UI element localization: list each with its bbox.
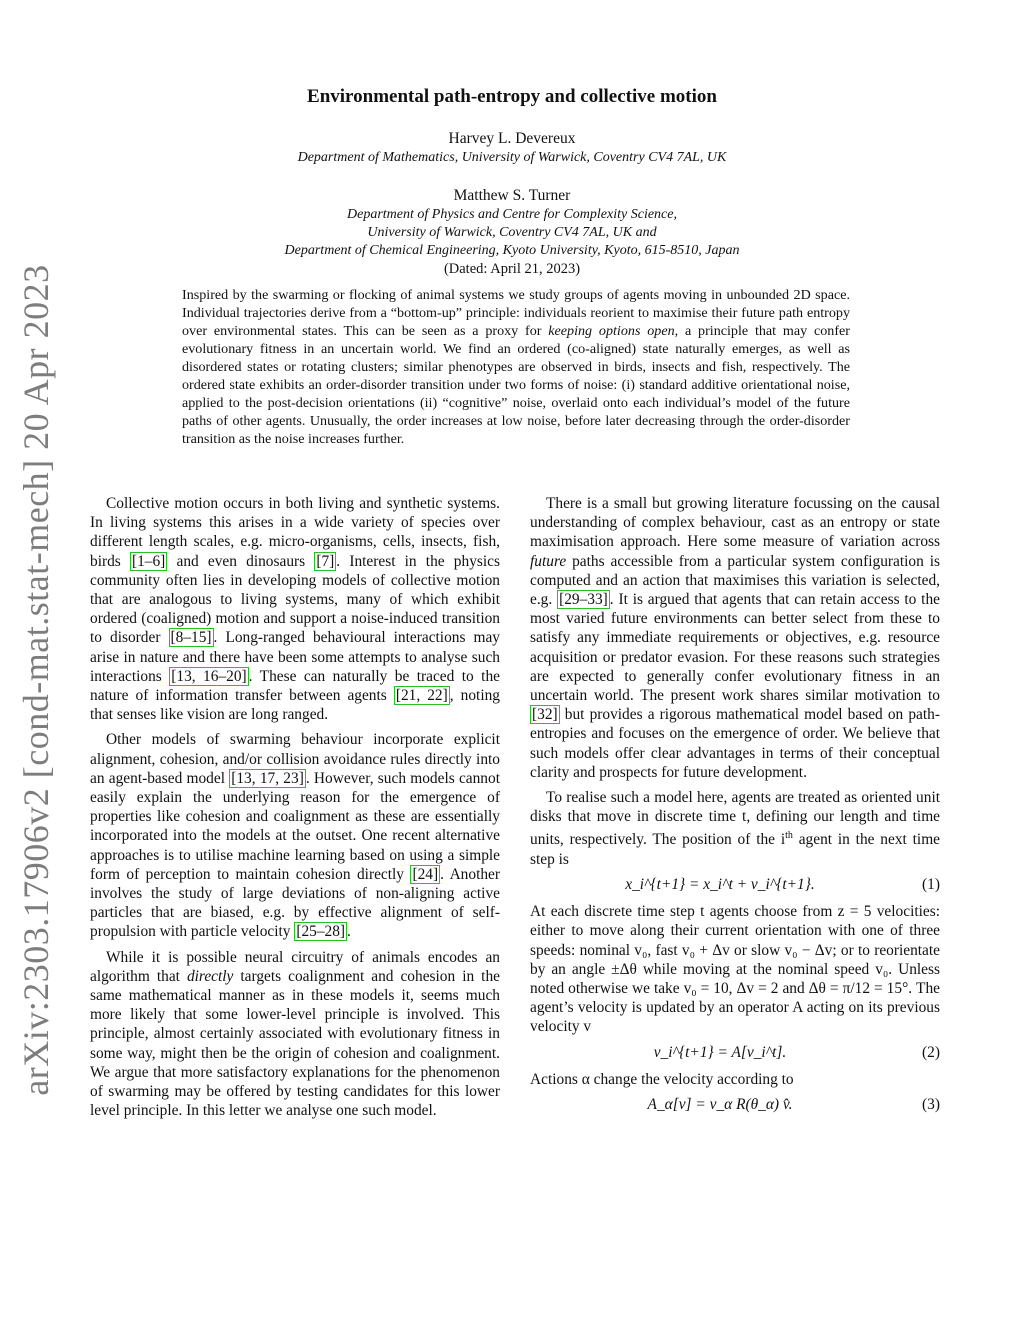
abstract-text-2: , a principle that may confer evolutionary fitness in an uncertain world. We find an ordered (co-aligned) state naturally emerges, as well as disordered states or rotating clusters; similar phenotypes are observed in birds, insects and fish, respectively. The ordered state exhibits an order-disorder transition under two forms of noise: (i) standard additive orientational noise, applied to the post-decision orientations (ii) “cognitive” noise, overlaid onto each individual’s model of the future paths of other agents. Unusually, the order increases at low noise, before later decreasing through the order-disorder transition as the noise increases further. bbox=[182, 323, 850, 447]
equation-3-number: (3) bbox=[922, 1096, 940, 1114]
right-paragraph-2: To realise such a model here, agents are treated as oriented unit disks that move in discrete time t, defining our length and time units, respectively. The position of the $i^{th}$ agent in the next time step is bbox=[530, 789, 940, 868]
affiliation-2c: Department of Chemical Engineering, Kyoto University, Kyoto, 615-8510, Japan bbox=[284, 243, 740, 258]
citation-link[interactable]: [29–33] bbox=[559, 591, 608, 609]
citation-link[interactable]: [1–6] bbox=[131, 552, 166, 570]
right-paragraph-4: Actions α change the velocity according to bbox=[530, 1070, 794, 1088]
citation-link[interactable]: [8–15] bbox=[170, 629, 212, 647]
date-line: (Dated: April 21, 2023) bbox=[443, 261, 581, 277]
abstract-emphasis: keeping options open bbox=[548, 323, 675, 339]
equation-3 bbox=[530, 1095, 940, 1114]
citation-link[interactable]: [25–28] bbox=[296, 923, 346, 941]
citation-link[interactable]: [24] bbox=[412, 865, 439, 883]
author-2: Matthew S. Turner bbox=[453, 187, 571, 204]
arxiv-id-text: arXiv:2303.17906v2 [cond-mat.stat-mech] 20 Apr 2023 bbox=[16, 264, 56, 1096]
abstract-text-1: Inspired by the swarming or flocking of animal systems we study groups of agents moving in unbounded 2D space. Individual trajectories derive from a “bottom-up” principle: individuals reorient to maximise their future path entropy over environmental states. This can be seen as a proxy for bbox=[182, 287, 850, 339]
paper-title: Environmental path-entropy and collective motion bbox=[307, 86, 717, 107]
author-1: Harvey L. Devereux bbox=[448, 130, 576, 147]
left-paragraph-1: Collective motion occurs in both living and synthetic systems. In living systems this arises in a wide variety of species over different length scales, e.g. micro-organisms, cells, insects, fish, birds [1–6] and even dinosaurs [7] . Interest in the physics community often lies in developing models of collective motion that are analogous to living systems, many of which exhibit ordered (coaligned) motion and support a noise-induced transition to disorder [8–15] . Long-ranged behavioural interactions may arise in nature and there have been some attempts to analyse such interactions [13, 16–20] . These can naturally be traced to the nature of information transfer between agents [21, 22] , noting that senses like vision are long ranged. bbox=[90, 495, 500, 724]
citation-link[interactable]: [7] bbox=[316, 552, 335, 570]
equation-3-expression: A_α[v] = v_α R(θ_α) v̂. bbox=[647, 1096, 793, 1114]
citation-link[interactable]: [21, 22] bbox=[395, 687, 448, 705]
left-paragraph-3: While it is possible neural circuitry of animals encodes an algorithm that directly targets coalignment and cohesion in the same mathematical manner as in these models it, seems much more likely that some lower-level principle is involved. This principle, almost certainly associated with evolutionary fitness in some way, might then be the origin of cohesion and coalignment. We argue that more satisfactory explanations for the phenomenon of swarming may be offered by testing candidates for this lower level principle. In this letter we analyse one such model. bbox=[90, 948, 500, 1120]
equation-2 bbox=[530, 1043, 940, 1062]
citation-link[interactable]: [13, 16–20] bbox=[171, 667, 247, 685]
abstract bbox=[182, 286, 850, 448]
affiliation-2b: University of Warwick, Coventry CV4 7AL, UK and bbox=[367, 225, 657, 240]
equation-1-expression: x_i^{t+1} = x_i^t + v_i^{t+1}. bbox=[625, 875, 815, 893]
citation-link[interactable]: [13, 17, 23] bbox=[231, 769, 304, 787]
equation-2-number: (2) bbox=[922, 1043, 940, 1061]
equation-2-expression: v_i^{t+1} = A[v_i^t]. bbox=[653, 1043, 787, 1061]
left-column bbox=[90, 494, 500, 1127]
equation-1-number: (1) bbox=[922, 875, 940, 893]
right-column bbox=[530, 494, 940, 1122]
right-paragraph-3: At each discrete time step t agents choose from z = 5 velocities: either to move along their current orientation with one of three speeds: nominal v₀, fast v₀ + Δv or slow v₀ − Δv; or to reorientate by an angle ±Δθ while moving at the nominal speed v₀. Unless noted otherwise we take v₀ = 10, Δv = 2 and Δθ = π/12 = 15°. The agent’s velocity is updated by an operator A acting on its previous velocity v bbox=[530, 903, 940, 1036]
arxiv-identifier-stamp bbox=[8, 264, 64, 1096]
left-paragraph-2: Other models of swarming behaviour incorporate explicit alignment, cohesion, and/or collision avoidance rules directly into an agent-based model [13, 17, 23] . However, such models cannot easily explain the underlying reason for the emergence of properties like cohesion and coalignment as these are essentially incorporated into the models at the outset. One recent alternative approaches is to utilise machine learning based on using a simple form of perception to maintain cohesion directly [24] . Another involves the study of large deviations of non-aligning active particles that are biased, e.g. by effective alignment of self-propulsion with particle velocity [25–28] . bbox=[90, 731, 500, 941]
affiliation-1: Department of Mathematics, University of Warwick, Coventry CV4 7AL, UK bbox=[297, 150, 727, 165]
equation-1 bbox=[530, 875, 940, 894]
citation-link[interactable]: [32] bbox=[532, 706, 558, 724]
affiliation-2a: Department of Physics and Centre for Complexity Science, bbox=[347, 207, 677, 222]
right-paragraph-1: There is a small but growing literature focussing on the causal understanding of complex behaviour, cast as an entropy or state maximisation approach. Here some measure of variation across future paths accessible from a particular system configuration is computed and an action that maximises this variation is selected, e.g. [29–33] . It is argued that agents that can retain access to the most varied future environments can better select from these to satisfy any immediate requirements or objectives, e.g. resource acquisition or predator evasion. For these reasons such strategies are expected to generally confer evolutionary fitness in an uncertain world. The present work shares similar motivation to [32] but provides a rigorous mathematical model based on path-entropies and focuses on the emergence of order. We believe that such models offer clear advantages in terms of their conceptual clarity and prospects for future development. bbox=[530, 495, 940, 781]
